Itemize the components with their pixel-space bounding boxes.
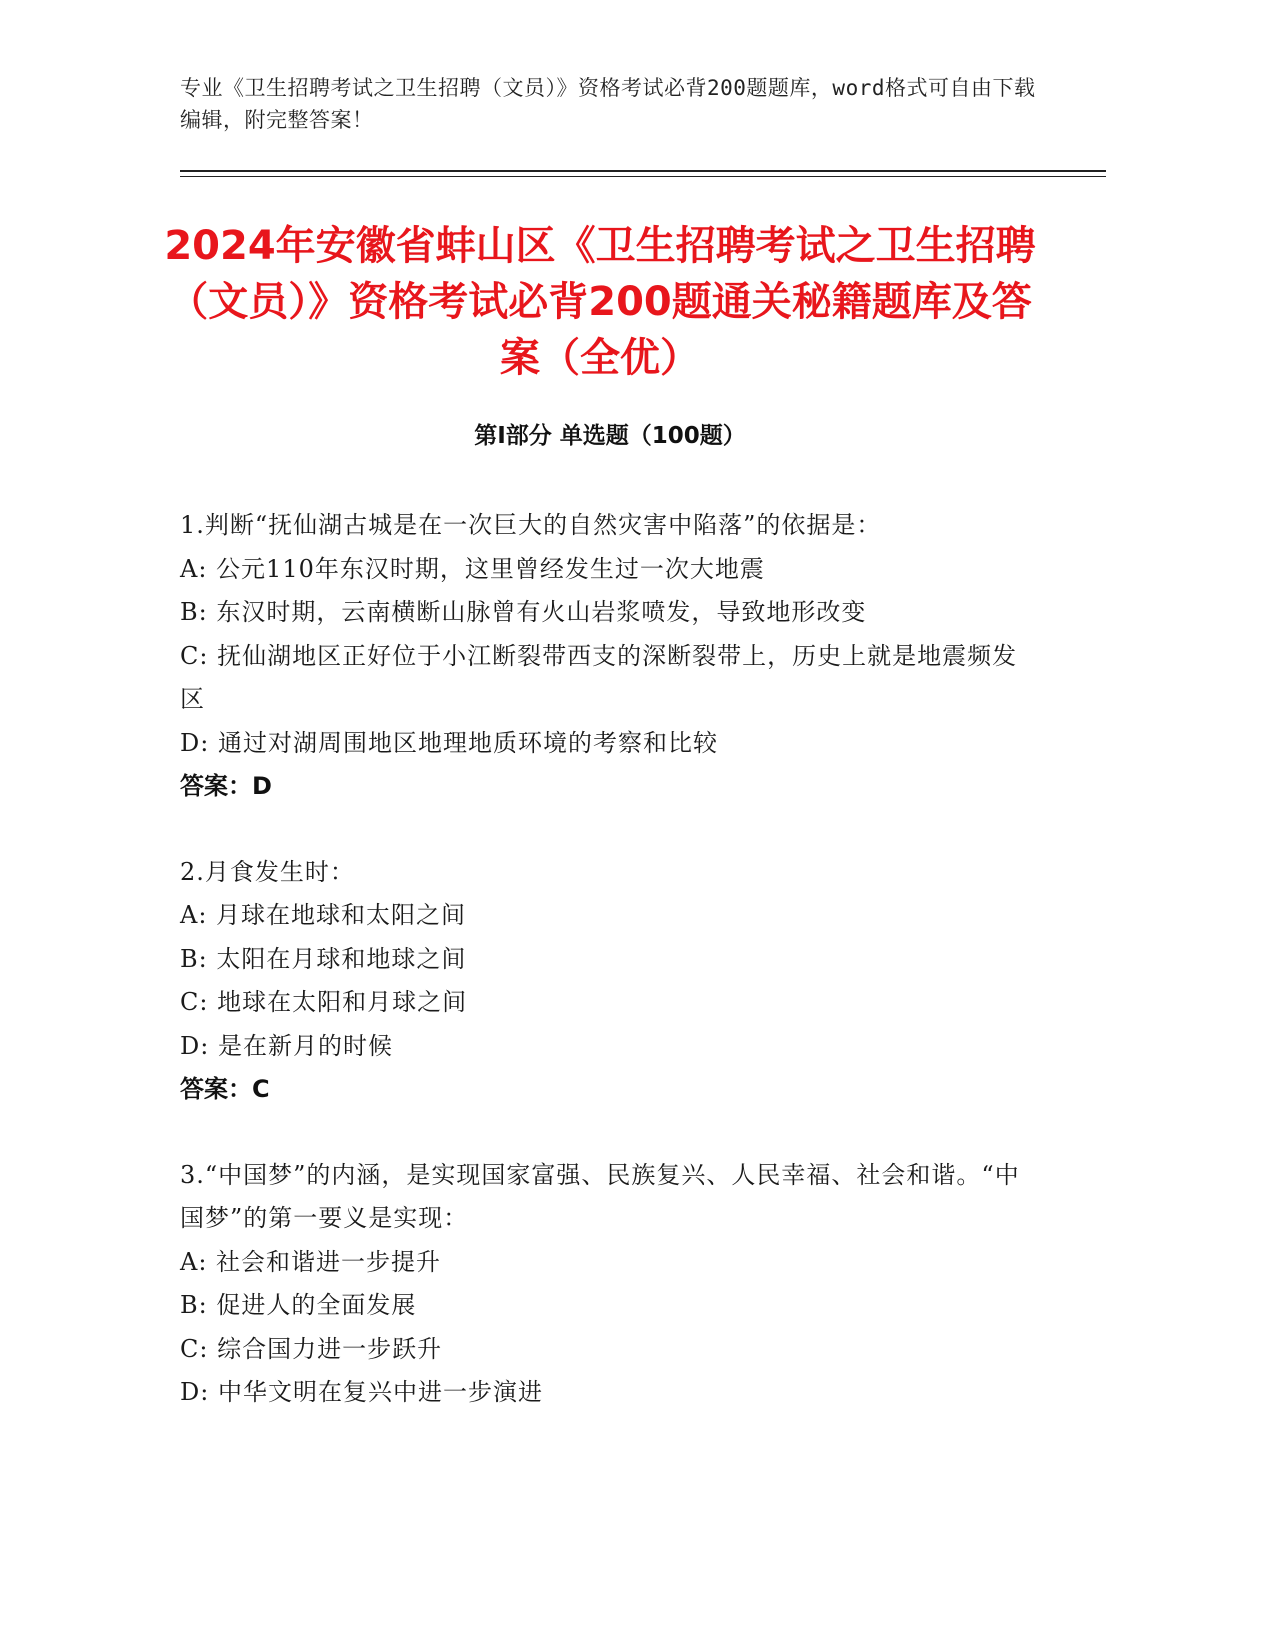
header-divider-thick [180, 170, 1106, 172]
option-a: A: 社会和谐进一步提升 [180, 1247, 442, 1276]
option-d: D: 中华文明在复兴中进一步演进 [180, 1378, 543, 1406]
header-divider-thin [180, 176, 1106, 177]
question-stem: 3.“中国梦”的内涵，是实现国家富强、民族复兴、人民幸福、社会和谐。“中国梦”的第一要义是实现： [180, 1160, 1020, 1232]
option-c: C: 地球在太阳和月球之间 [180, 988, 468, 1016]
option-a: A: 月球在地球和太阳之间 [180, 901, 467, 929]
section-title: 第I部分 单选题（100题） [474, 423, 746, 449]
header-note: 专业《卫生招聘考试之卫生招聘（文员）》资格考试必背200题题库，word格式可自由下载编辑，附完整答案！ [180, 76, 1036, 132]
option-d: D: 是在新月的时候 [180, 1031, 393, 1060]
question-1 [180, 504, 1040, 809]
question-stem: 1.判断“抚仙湖古城是在一次巨大的自然灾害中陷落”的依据是： [180, 511, 882, 539]
document-title: 2024年安徽省蚌山区《卫生招聘考试之卫生招聘（文员）》资格考试必背200题通关秘籍题库及答案（全优） [164, 223, 1036, 381]
option-b: B: 促进人的全面发展 [180, 1291, 417, 1319]
option-c: C: 抚仙湖地区正好位于小江断裂带西支的深断裂带上，历史上就是地震频发区 [180, 641, 1018, 713]
option-b: B: 太阳在月球和地球之间 [180, 944, 467, 973]
question-list [180, 504, 1040, 1457]
question-stem: 2.月食发生时： [180, 857, 355, 886]
answer-line: 答案：C [180, 1075, 270, 1103]
answer-line: 答案：D [180, 772, 272, 800]
option-d: D: 通过对湖周围地区地理地质环境的考察和比较 [180, 728, 718, 757]
option-c: C: 综合国力进一步跃升 [180, 1334, 443, 1363]
question-2 [180, 851, 1040, 1112]
option-a: A: 公元110年东汉时期，这里曾经发生过一次大地震 [180, 554, 765, 583]
option-b: B: 东汉时期，云南横断山脉曾有火山岩浆喷发，导致地形改变 [180, 598, 867, 626]
question-3 [180, 1154, 1040, 1415]
